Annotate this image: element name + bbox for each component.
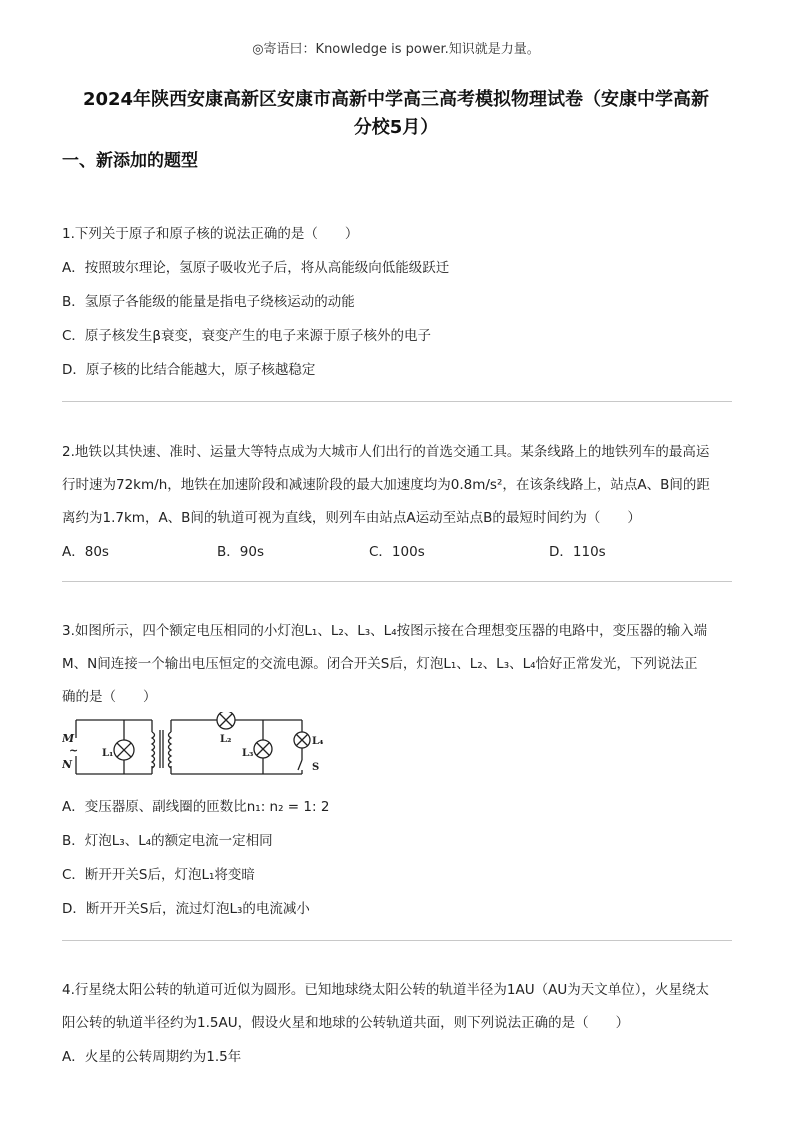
question-1 [62,218,734,387]
question-4-stem-line-1: 4.行星绕太阳公转的轨道可近似为圆形。已知地球绕太阳公转的轨道半径为1AU（AU为天文单位），火星绕太 [62,982,709,998]
page-title [50,86,742,142]
question-2-options [62,535,734,569]
question-1-stem: 1.下列关于原子和原子核的说法正确的是（ ） [62,226,359,242]
question-3-option-c: C．断开开关S后，灯泡L₁将变暗 [62,867,255,883]
question-3-option-d: D．断开开关S后，流过灯泡L₃的电流减小 [62,901,310,917]
question-2-option-b: B．90s [217,544,264,560]
question-1-option-d: D．原子核的比结合能越大，原子核越稳定 [62,362,316,378]
question-3-option-a: A．变压器原、副线圈的匝数比n₁: n₂ = 1: 2 [62,799,330,815]
question-1-option-b: B．氢原子各能级的能量是指电子绕核运动的动能 [62,294,355,310]
question-2-stem-line-2: 行时速为72km/h，地铁在加速阶段和减速阶段的最大加速度均为0.8m/s²，在该条线路上，站点A、B间的距 [62,477,710,493]
lamp-l1-label: L₁ [102,748,114,759]
question-1-option-c: C．原子核发生β衰变，衰变产生的电子来源于原子核外的电子 [62,328,432,344]
question-2-option-d: D．110s [549,544,606,560]
terminal-n-label: N [62,758,73,771]
question-3 [62,615,734,714]
title-line-1: 2024年陕西安康高新区安康市高新中学高三高考模拟物理试卷（安康中学高新 [82,89,710,110]
divider [62,581,732,582]
question-3-stem-line-3: 确的是（ ） [62,689,157,705]
question-4-stem-line-2: 阳公转的轨道半径约为1.5AU，假设火星和地球的公转轨道共面，则下列说法正确的是（ ） [62,1015,630,1031]
lamp-l3-label: L₃ [242,748,254,759]
section-heading: 一、新添加的题型 [62,151,198,171]
terminal-m-label: M [62,732,75,745]
question-3-option-b: B．灯泡L₃、L₄的额定电流一定相同 [62,833,273,849]
question-2 [62,436,734,569]
question-1-option-a: A．按照玻尔理论，氢原子吸收光子后，将从高能级向低能级跃迁 [62,260,450,276]
question-3-stem-line-1: 3.如图所示，四个额定电压相同的小灯泡L₁、L₂、L₃、L₄按图示接在合理想变压器的电路中，变压器的输入端 [62,623,708,639]
question-4 [62,974,734,1074]
divider [62,940,732,941]
title-line-2: 分校5月） [353,117,439,138]
ac-source-symbol: ~ [69,744,79,757]
lamp-l4-label: L₄ [312,736,324,747]
switch-s-label: S [312,762,320,773]
lamp-l2-label: L₂ [220,734,232,745]
question-2-stem-line-1: 2.地铁以其快速、准时、运量大等特点成为大城市人们出行的首选交通工具。某条线路上的地铁列车的最高运 [62,444,710,460]
motto-header: ◎寄语曰：Knowledge is power.知识就是力量。 [252,42,540,57]
question-2-stem-line-3: 离约为1.7km，A、B间的轨道可视为直线，则列车由站点A运动至站点B的最短时间约为（ ） [62,510,641,526]
question-4-option-a: A．火星的公转周期约为1.5年 [62,1049,242,1065]
question-2-option-c: C．100s [369,544,425,560]
question-3-stem-line-2: M、N间连接一个输出电压恒定的交流电源。闭合开关S后，灯泡L₁、L₂、L₃、L₄恰好正常发光，下列说法正 [62,656,698,672]
divider [62,401,732,402]
transformer-circuit-diagram [62,712,332,782]
question-3-options [62,790,734,926]
question-2-option-a: A．80s [62,544,109,560]
